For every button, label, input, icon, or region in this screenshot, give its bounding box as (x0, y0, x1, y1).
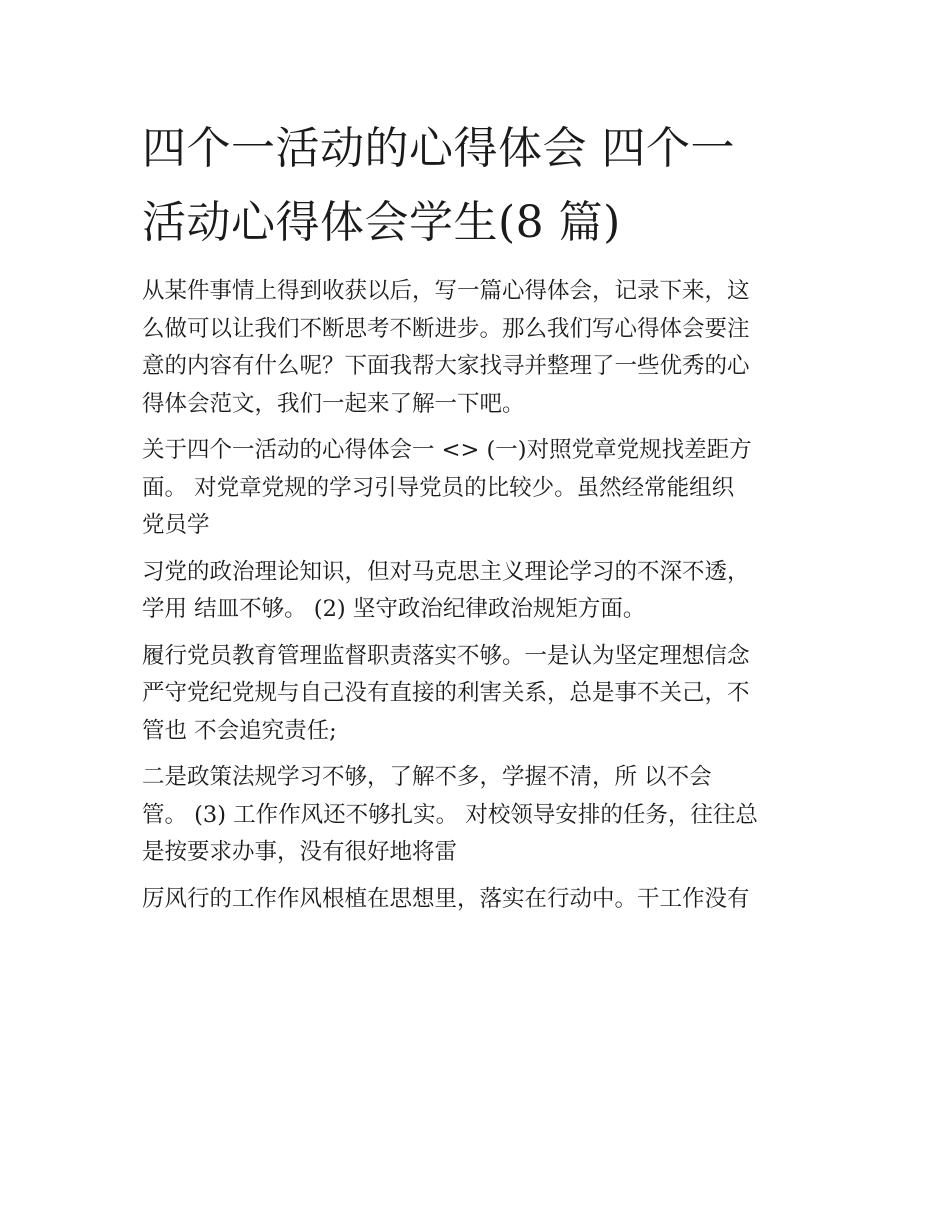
body-line: 从某件事情上得到收获以后，写一篇心得体会，记录下来，这 (142, 278, 750, 304)
body-line: 关于四个一活动的心得体会一 <> (一)对照党章党规找差距方 (142, 437, 752, 463)
body-line: 学用 结皿不够。 (2) 坚守政治纪律政治规矩方面。 (142, 596, 646, 622)
title-line: 四个一活动的心得体会 四个一 (142, 123, 735, 174)
body-line: 习党的政治理论知识，但对马克思主义理论学习的不深不透， (142, 558, 750, 585)
body-line: 意的内容有什么呢？下面我帮大家找寻并整理了一些优秀的心 (142, 353, 750, 379)
body-line: 管。 (3) 工作作风还不够扎实。 对校领导安排的任务，往往总 (142, 801, 758, 828)
document-title (142, 112, 814, 260)
body-line: 是按要求办事，没有很好地将雷 (142, 839, 458, 865)
body-line: 履行党员教育管理监督职责落实不够。一是认为坚定理想信念 (142, 642, 750, 669)
document-page (142, 112, 814, 918)
body-line: 党员学 (142, 512, 210, 538)
body-line: 管也 不会追究责任; (142, 717, 337, 744)
body-line: 面。 对党章党规的学习引导党员的比较少。虽然经常能组织 (142, 474, 735, 501)
body-line: 二是政策法规学习不够，了解不多，学握不清，所 以不会 (142, 764, 712, 790)
body-line: 严守党纪党规与自己没有直接的利害关系，总是事不关己，不 (142, 680, 750, 706)
body-line: 厉风行的工作作风根植在思想里，落实在行动中。干工作没有 (142, 885, 750, 912)
body-line: 么做可以让我们不断思考不断进步。那么我们写心得体会要注 (142, 315, 750, 342)
title-line: 活动心得体会学生(8 篇) (142, 197, 621, 248)
body-line: 得体会范文，我们一起来了解一下吧。 (142, 390, 525, 417)
document-body (142, 273, 814, 918)
